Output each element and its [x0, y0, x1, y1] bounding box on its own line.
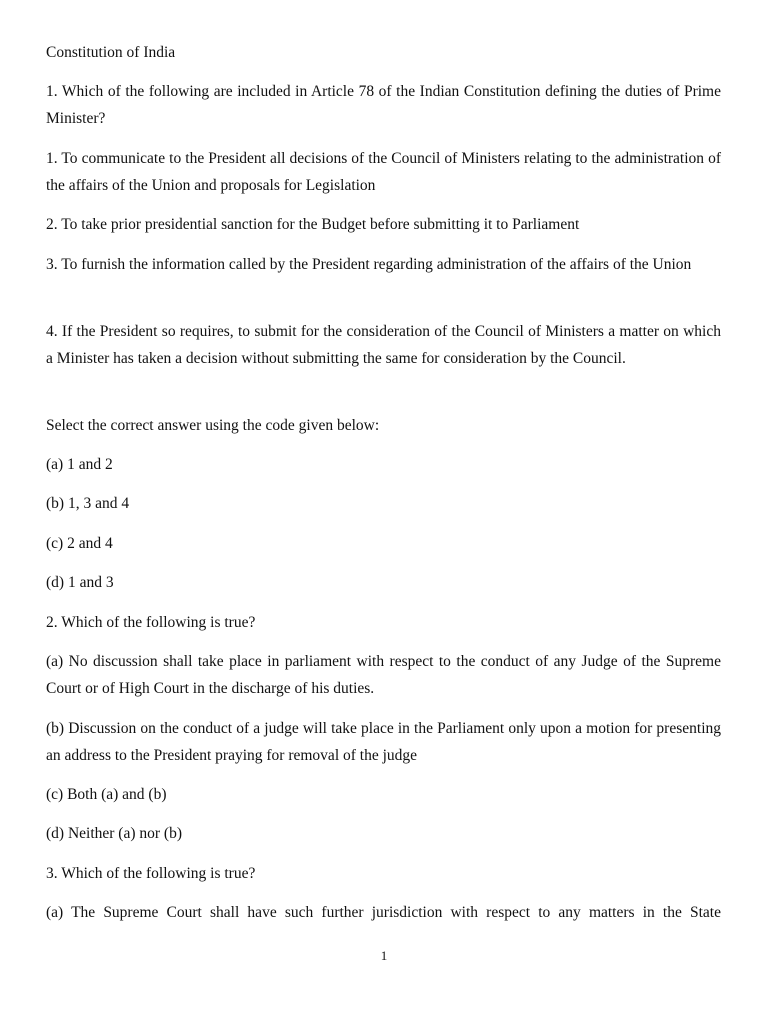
question-3-text: 3. Which of the following is true? [46, 865, 256, 882]
q2-option-b: (b) Discussion on the conduct of a judge will take place in the Parliament only upon a motion for presenting an address to the President praying for removal of the judge [46, 720, 721, 764]
q2-option-d: (d) Neither (a) nor (b) [46, 825, 182, 842]
document-title: Constitution of India [46, 44, 176, 61]
page-number: 1 [380, 948, 388, 963]
q1-option-d: (d) 1 and 3 [46, 574, 114, 591]
q1-statement-1: 1. To communicate to the President all decisions of the Council of Ministers relating to the administration of the affairs of the Union and proposals for Legislation [46, 150, 721, 194]
q1-statement-3: 3. To furnish the information called by the President regarding administration of the affairs of the Union [46, 256, 692, 273]
q2-option-a: (a) No discussion shall take place in parliament with respect to the conduct of any Judge of the Supreme Court or of High Court in the discharge of his duties. [46, 653, 721, 697]
q2-option-c: (c) Both (a) and (b) [46, 786, 167, 803]
q3-option-a: (a) The Supreme Court shall have such further jurisdiction with respect to any matters in the State [46, 904, 721, 921]
q1-statement-4: 4. If the President so requires, to submit for the consideration of the Council of Ministers a matter on which a Minister has taken a decision without submitting the same for consideration by the Council. [46, 323, 721, 367]
q1-statement-2: 2. To take prior presidential sanction for the Budget before submitting it to Parliament [46, 216, 580, 233]
q1-instruction: Select the correct answer using the code given below: [46, 417, 380, 434]
q1-option-c: (c) 2 and 4 [46, 535, 113, 552]
q1-option-a: (a) 1 and 2 [46, 456, 113, 473]
question-2-text: 2. Which of the following is true? [46, 614, 256, 631]
q1-option-b: (b) 1, 3 and 4 [46, 495, 130, 512]
question-1-text: 1. Which of the following are included in Article 78 of the Indian Constitution defining the duties of Prime Minister? [46, 83, 721, 127]
